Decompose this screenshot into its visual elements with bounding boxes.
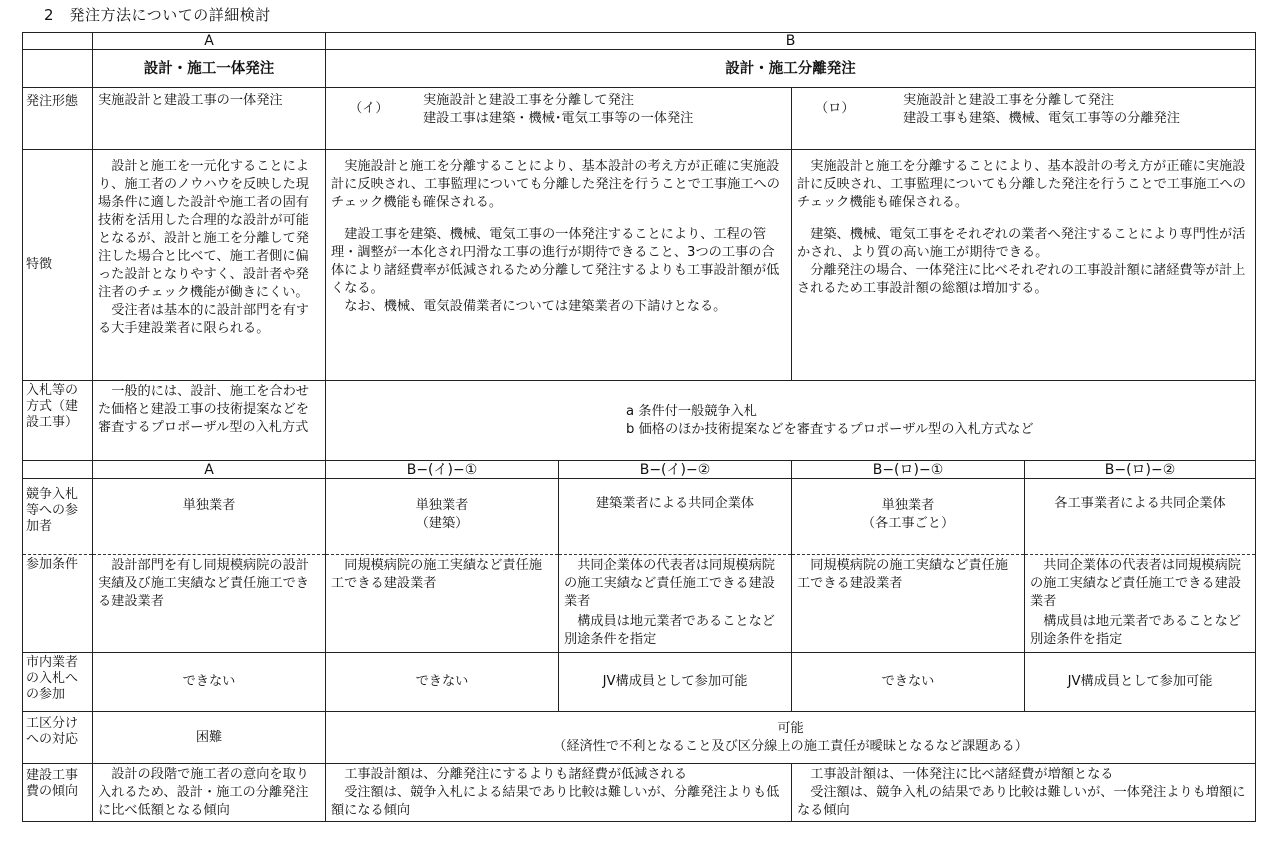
bidding-a-text: 一般的には、設計、施工を合わせた価格と建設工事の技術提案などを審査するプロポーザル型の入札方式: [98, 384, 309, 435]
cost-i-p2: 受注額は、競争入札による結果であり比較は難しいが、分離発注よりも低額になる傾向: [331, 785, 780, 818]
division-a: 困難: [93, 712, 326, 764]
row-form: [23, 88, 1256, 150]
label-form: 発注形態: [23, 88, 93, 150]
subcol-b-ro-2: B−(ロ)−②: [1025, 461, 1256, 479]
cost-ro-p2: 受注額は、競争入札の結果であり比較は難しいが、一体発注よりも増額になる傾向: [797, 785, 1246, 818]
cost-ro: [792, 764, 1256, 822]
competitive-b-i-1: [326, 479, 559, 555]
form-b-ro: [792, 88, 1256, 150]
feature-i-p1: 実施設計と施工を分離することにより、基本設計の考え方が正確に実施設計に反映され、工事監理についても分離した発注を行うことで工事施工へのチェック機能も確保される。: [331, 159, 780, 210]
conditions-b-ro-1-text: 同規模病院の施工実績など責任施工できる建設業者: [797, 558, 1008, 591]
division-b-line2: （経済性で不利となること及び区分線上の施工責任が曖昧となるなど課題ある）: [553, 738, 1028, 754]
label-competitive: 競争入札等への参加者: [23, 479, 93, 555]
form-i-line2: 建設工事は建築・機械･電気工事等の一体発注: [423, 111, 694, 126]
feature-a-p2: 受注者は基本的に設計部門を有する大手建設業者に限られる。: [98, 303, 309, 336]
form-b-i: [326, 88, 792, 150]
feature-ro-p2: 建築、機械、電気工事をそれぞれの業者へ発注することにより専門性が活かされ、より質の高い施工が期待できる。: [797, 227, 1246, 260]
header-letter-row: [23, 33, 1256, 50]
row-cost: [23, 764, 1256, 822]
conditions-b-i-1-text: 同規模病院の施工実績など責任施工できる建設業者: [331, 558, 542, 591]
col-b-letter: B: [326, 33, 1256, 50]
label-cost: 建設工事費の傾向: [23, 764, 93, 822]
feature-a: [93, 150, 326, 381]
division-b: [326, 712, 1256, 764]
conditions-b-i-2: [559, 555, 792, 653]
bidding-b-line1: a 条件付一般競争入札: [626, 403, 757, 419]
competitive-a: 単独業者: [93, 479, 326, 555]
empty-corner-2: [23, 50, 93, 88]
feature-i-p3: なお、機械、電気設備業者については建築業者の下請けとなる。: [344, 299, 727, 314]
competitive-b-ro-1-line1: 単独業者: [881, 498, 935, 513]
label-feature: 特徴: [23, 150, 93, 381]
competitive-b-ro-2: 各工事業者による共同企業体: [1025, 479, 1256, 555]
competitive-b-i-1-line1: 単独業者: [415, 498, 469, 513]
type-a-header: 設計・施工一体発注: [93, 50, 326, 88]
division-b-line1: 可能: [777, 720, 804, 736]
form-ro-line1: 実施設計と建設工事を分離して発注: [903, 93, 1114, 108]
conditions-b-ro-1: [792, 555, 1025, 653]
row-bidding: [23, 381, 1256, 461]
row-competitive: [23, 479, 1256, 555]
subcol-header-row: [23, 461, 1256, 479]
row-division: [23, 712, 1256, 764]
label-division: 工区分けへの対応: [23, 712, 93, 764]
competitive-b-i-1-line2: （建築）: [415, 516, 469, 531]
feature-a-p1: 設計と施工を一元化することにより、施工者のノウハウを反映した現場条件に適した設計や施工者の固有技術を活用した合理的な設計が可能となるが、設計と施工を分離して発注した場合と比べて、施工者側に偏った設計となりやすく、設計者や発注者のチェック機能が働きにくい。: [98, 159, 309, 300]
feature-ro: [792, 150, 1256, 381]
document-title: 2 発注方法についての詳細検討: [44, 6, 271, 24]
subcol-a: A: [93, 461, 326, 479]
row-feature: [23, 150, 1256, 381]
local-b-ro-2: JV構成員として参加可能: [1025, 653, 1256, 712]
comparison-table: [22, 32, 1256, 822]
conditions-b-i-1: [326, 555, 559, 653]
feature-i: [326, 150, 792, 381]
conditions-a: [93, 555, 326, 653]
empty-corner: [23, 33, 93, 50]
conditions-a-text: 設計部門を有し同規模病院の設計実績及び施工実績など責任施工できる建設業者: [98, 558, 309, 609]
label-conditions: 参加条件: [23, 555, 93, 653]
local-b-i-2: JV構成員として参加可能: [559, 653, 792, 712]
label-bidding: 入札等の方式（建設工事）: [23, 381, 93, 461]
subcol-b-i-1: B−(イ)−①: [326, 461, 559, 479]
subcol-empty: [23, 461, 93, 479]
form-a-text: 実施設計と建設工事の一体発注: [98, 93, 283, 108]
competitive-b-ro-1-line2: （各工事ごと）: [861, 516, 955, 531]
form-i-line1: 実施設計と建設工事を分離して発注: [423, 93, 634, 108]
conditions-b-ro-2-p2: 構成員は地元業者であることなど別途条件を指定: [1030, 614, 1241, 647]
feature-ro-p3: 分離発注の場合、一体発注に比べそれぞれの工事設計額に諸経費等が計上されるため工事設計額の総額は増加する。: [797, 263, 1246, 296]
form-ro-mark: （ロ）: [815, 101, 855, 116]
bidding-a: [93, 381, 326, 461]
subcol-b-ro-1: B−(ロ)−①: [792, 461, 1025, 479]
local-a: できない: [93, 653, 326, 712]
header-type-row: [23, 50, 1256, 88]
conditions-b-i-2-p1: 共同企業体の代表者は同規模病院の施工実績など責任施工できる建設業者: [564, 558, 775, 609]
subcol-b-i-2: B−(イ)−②: [559, 461, 792, 479]
competitive-b-i-2: 建築業者による共同企業体: [559, 479, 792, 555]
cost-i: [326, 764, 792, 822]
local-b-ro-1: できない: [792, 653, 1025, 712]
row-local: [23, 653, 1256, 712]
bidding-b: [326, 381, 1256, 461]
form-i-mark: （イ）: [349, 101, 389, 116]
cost-ro-p1: 工事設計額は、一体発注に比べ諸経費が増額となる: [810, 767, 1114, 782]
competitive-b-ro-1: [792, 479, 1025, 555]
form-a: [93, 88, 326, 150]
cost-a: [93, 764, 326, 822]
feature-i-p2: 建設工事を建築、機械、電気工事の一体発注することにより、工程の管理・調整が一本化され円滑な工事の進行が期待できること、3つの工事の合体により諸経費率が低減されるため分離して発注するよりも工事設計額が低くなる。: [331, 227, 780, 296]
local-b-i-1: できない: [326, 653, 559, 712]
form-ro-line2: 建設工事も建築、機械、電気工事等の分離発注: [903, 111, 1180, 126]
label-local: 市内業者の入札への参加: [23, 653, 93, 712]
conditions-b-ro-2: [1025, 555, 1256, 653]
feature-ro-p1: 実施設計と施工を分離することにより、基本設計の考え方が正確に実施設計に反映され、工事監理についても分離した発注を行うことで工事施工へのチェック機能も確保される。: [797, 159, 1246, 210]
type-b-header: 設計・施工分離発注: [326, 50, 1256, 88]
conditions-b-ro-2-p1: 共同企業体の代表者は同規模病院の施工実績など責任施工できる建設業者: [1030, 558, 1241, 609]
conditions-b-i-2-p2: 構成員は地元業者であることなど別途条件を指定: [564, 614, 775, 647]
row-conditions: [23, 555, 1256, 653]
cost-a-text: 設計の段階で施工者の意向を取り入れるため、設計・施工の分離発注に比べ低額となる傾向: [98, 767, 309, 818]
cost-i-p1: 工事設計額は、分離発注にするよりも諸経費が低減される: [344, 767, 688, 782]
col-a-letter: A: [93, 33, 326, 50]
bidding-b-line2: b 価格のほか技術提案などを審査するプロポーザル型の入札方式など: [626, 421, 1034, 437]
